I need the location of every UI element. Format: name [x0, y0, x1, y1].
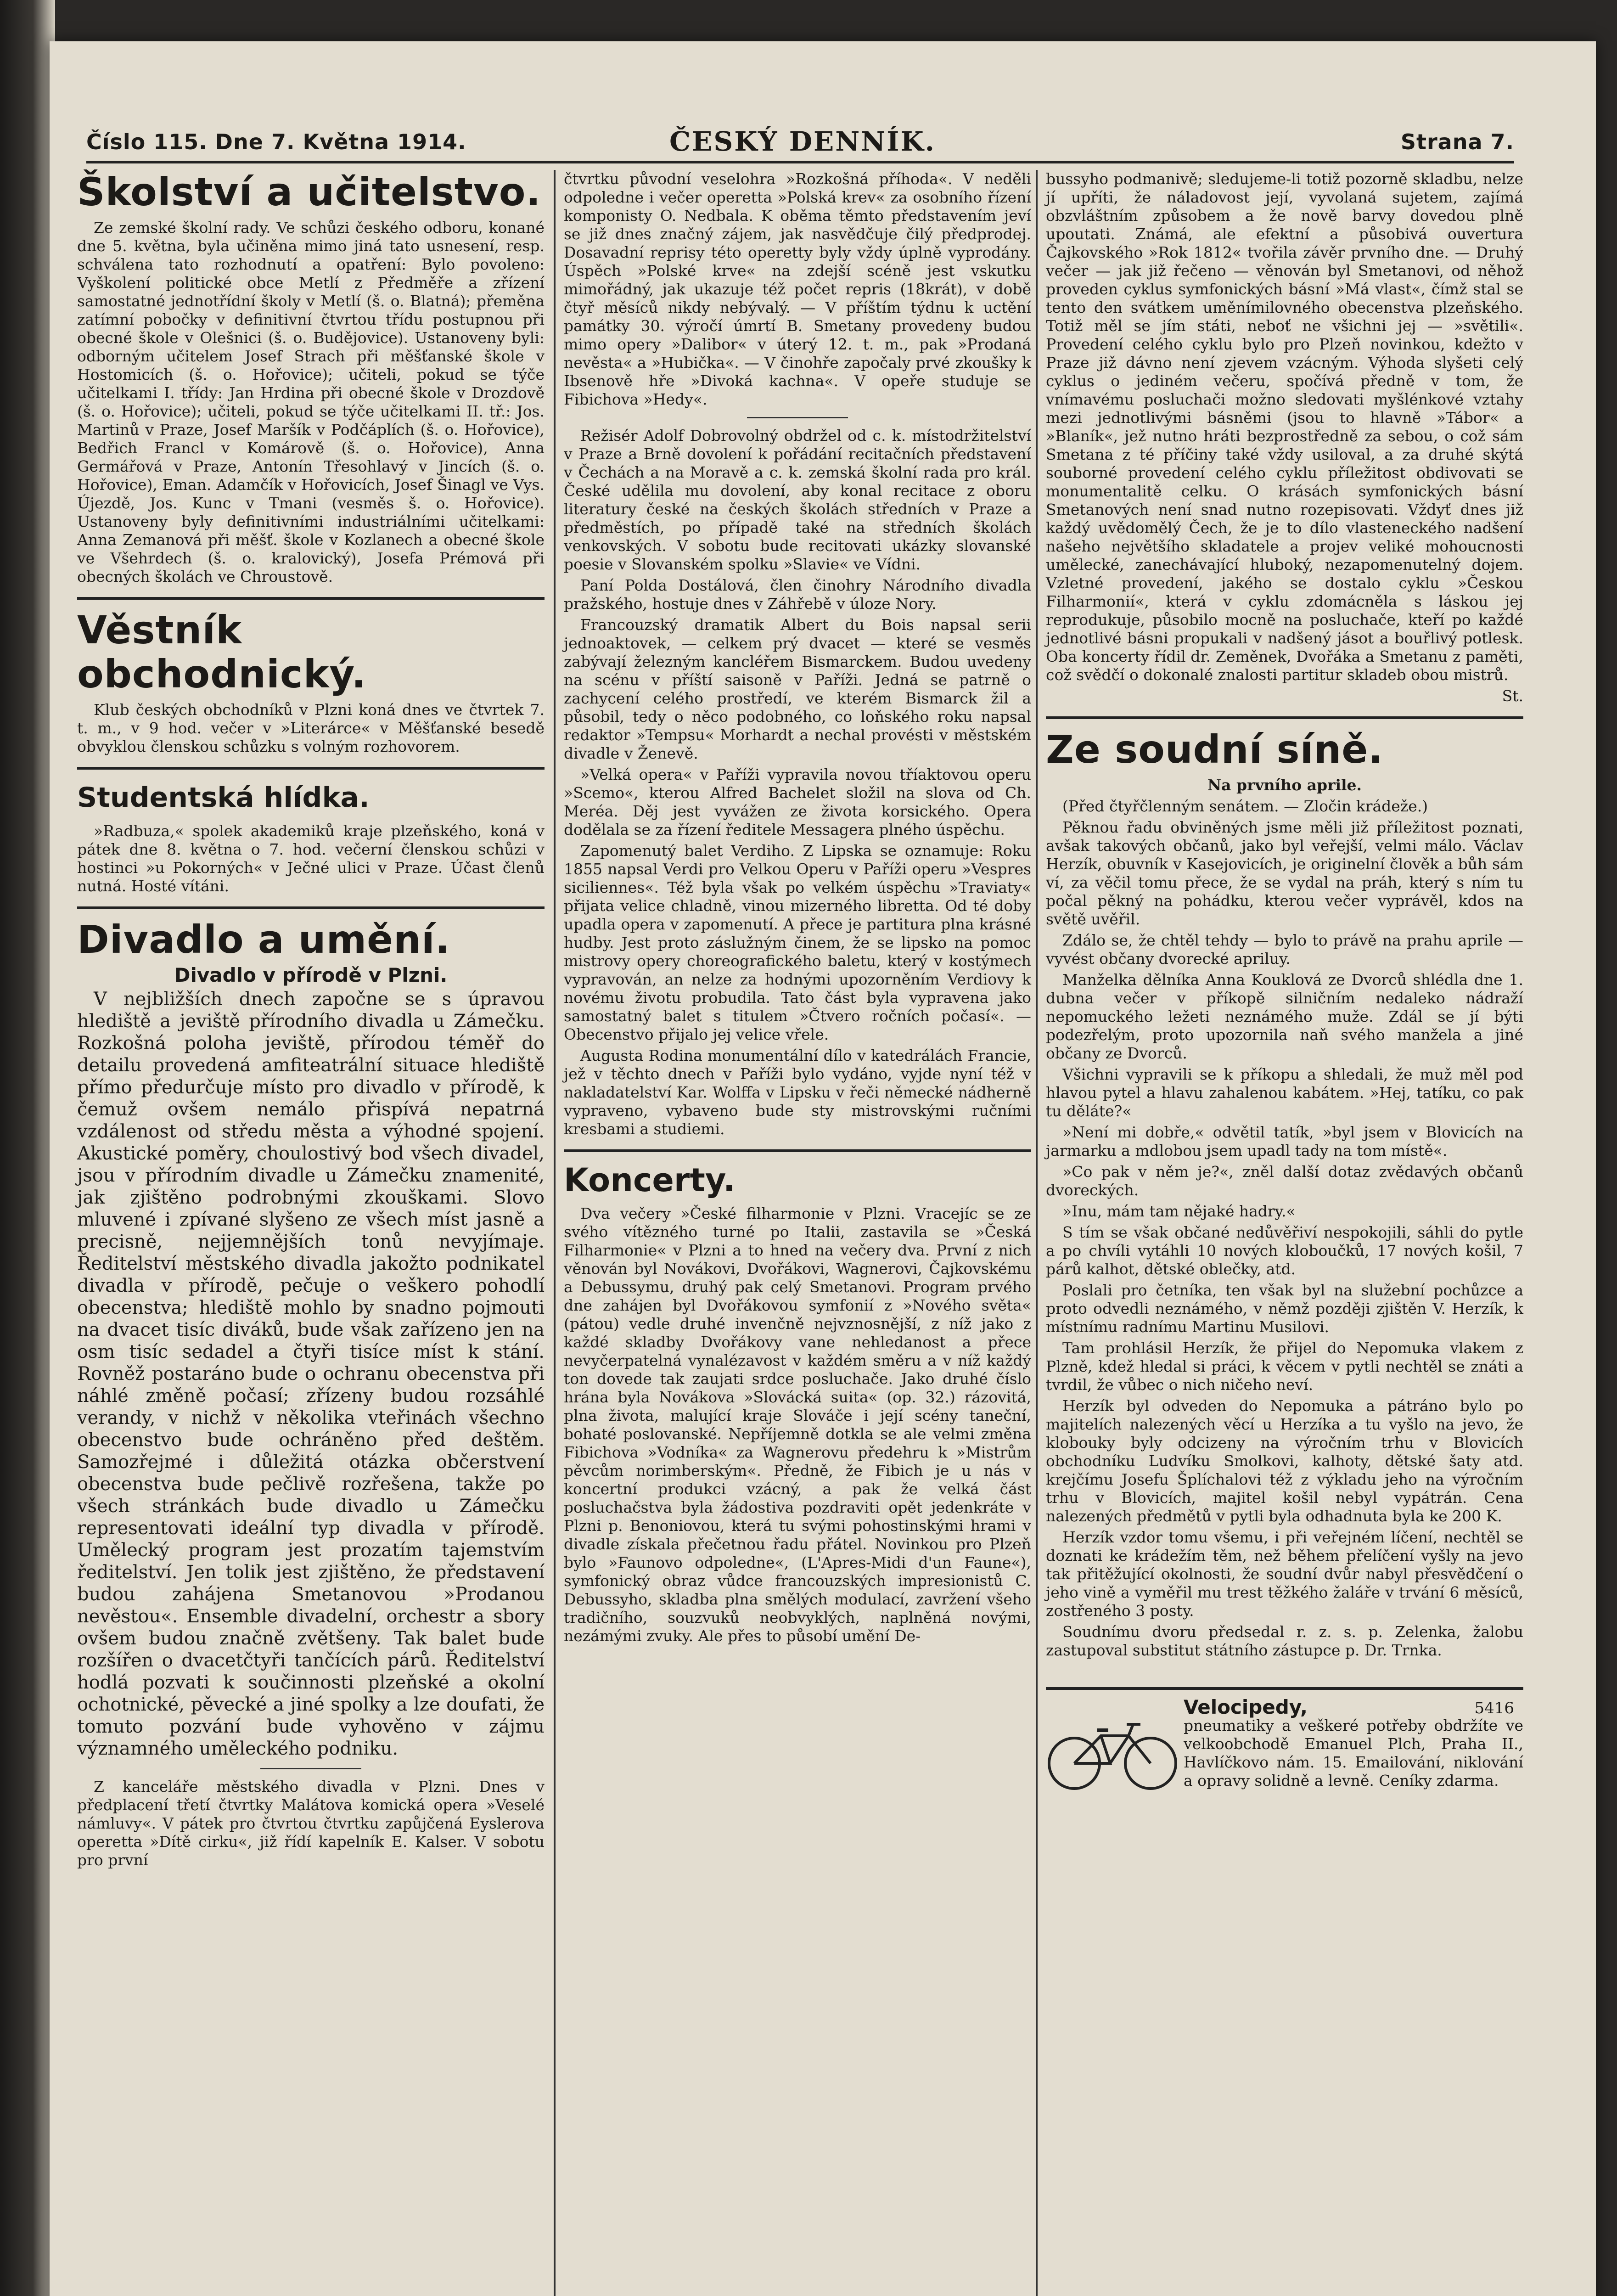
- bicycle-icon: [1046, 1704, 1179, 1795]
- court-date: Na prvního aprile.: [1207, 776, 1362, 794]
- short-divider: [747, 417, 848, 418]
- court-p15: Soudnímu dvoru předsedal r. z. s. p. Zelenka, žalobu zastupoval substitut státního zástupce p. Dr. Trnka.: [1046, 1623, 1523, 1659]
- masthead: [86, 124, 1514, 163]
- article-rodin: Augusta Rodina monumentální dílo v katedrálách Francie, jež v těchto dnech v Paříži bylo vydáno, vyjde nyní též v nakladatelství Kar. Wolffa v Lipsku v řeči německé nádherně vypraveno, vybaveno bude sty mistrovskými ručními kresbami a studiemi.: [564, 1047, 1031, 1138]
- divider: [77, 767, 545, 770]
- divider: [564, 1149, 1031, 1152]
- article-merchants-club: Klub českých obchodníků v Plzni koná dnes ve čtvrtek 7. t. m., v 9 hod. večer v »Literárce« v Měšťanské besedě obvyklou členskou schůzku s volným rozhovorem.: [77, 701, 545, 755]
- court-p10: S tím se však občané nedůvěřiví nespokojili, sáhli do pytle a po chvíli vytáhli 10 nových kloboučků, 17 nových košil, 7 párů kalhot, dětské oblečky, atd.: [1046, 1223, 1523, 1278]
- section-heading-theatre: Divadlo a umění.: [77, 917, 450, 962]
- court-senate: (Před čtyřčlenným senátem. — Zločin krádeže.): [1062, 797, 1428, 815]
- article-philharmonic-cont: bussyho podmanivě; sledujeme-li totiž pozorně skladbu, nelze jí upříti, že náladovost její, vyvolaná sujetem, zajímá obzvláštním způsobem a že nově barvy dovedou plně upoutati. Známá, ale efektní a působivá ouvertura Čajkovského »Rok 1812« tvořila závěr prvního dne. — Druhý večer — jak již řečeno — věnován byl Smetanovi, od něhož proveden cyklus symfonických básní »Má vlast«, čímž stal se tento den svátkem uměnímilovného obecenstva plzeňského. Totiž měl se jím státi, neboť ne všichni jej — »světili«. Provedení celého cyklu bylo pro Plzeň novinkou, kdežto v Praze již dávno není zjevem vzácným. Výhoda slyšeti celý cyklus o jediném večeru, spočívá předně v tom, že vnímavému posluchači možno sledovati myšlénkové vztahy mezi jednotlivými básněmi (jsou to hlavně »Tábor« a »Blaník«, jež nutno hráti bezprostředně za sebou, o což sám Smetana z té příčiny také vždy usiloval, a za druhé skýtá souborné provedení celého cyklu příležitost obdivovati se monumentalitě celku. O krásách symfonických básní Smetanových není snad nutno rozepisovati. Vždyť dnes již každý uvědomělý Čech, že je to dílo vlasteneckého nadšení našeho největšího skladatele a projev veliké mohoucnosti umělecké, zanechávající hluboký, nezapomenutelný dojem. Vzletné provedení, jakého se dostalo cyklu »Českou Filharmonií«, která v cyklu zdomácněla s láskou jej reprodukuje, působilo mocně na posluchače, kteří po každé jednotlivé básni propukali v nadšený jásot a bouřlivý potlesk. Oba koncerty řídil dr. Zeměnek, Dvořáka a Smetanu z paměti, což svědčí o dokonalé znalosti partitur skladeb obou mistrů.: [1046, 170, 1523, 684]
- article-school-board: Ze zemské školní rady. Ve schůzi českého odboru, konané dne 5. května, byla učiněna mimo jiná tato usnesení, resp. schválena tato rozhodnutí a opatření: Bylo povoleno: Vyškolení politické obce Metlí z Předměře a zřízení samostatné jednotřídní školy v Metlí (š. o. Blatná); přeměna zatímní pobočky v definitivní čtvrtou třídu postupnou při obecné škole v Olešnici (š. o. Budějovice). Ustanoveny byli: odborným učitelem Josef Strach při měšťanské škole v Hostomicích (š. o. Hořovice); učiteli, pokud se týče učitelkami I. třídy: Jan Hrdina při obecné škole v Drozdově (š. o. Hořovice); učiteli, pokud se týče učitelkami II. tř.: Jos. Martinů v Praze, Josef Maršík v Podčáplích (š. o. Hořovice), Bedřich Francl v Komárově (š. o. Hořovice), Anna Germářová v Praze, Antonín Třesohlavý v Jincích (š. o. Hořovice), Eman. Adamčík v Hořovicích, Josef Šinagl ve Vys. Újezdě, Jos. Kunc v Tmani (vesměs š. o. Hořovice). Ustanoveny byly definitivními industriálními učitelkami: Anna Zemanová při měšť. škole v Kozlanech a obecné škole ve Všehrdech (š. o. kralovický), Josefa Prémová při obecných školách ve Chroustově.: [77, 219, 545, 585]
- ad-heading: Velocipedy,: [1184, 1696, 1308, 1718]
- article-dobrovolny: Režisér Adolf Dobrovolný obdržel od c. k. místodržitelství v Praze a Brně dovolení k pořádání recitačních představení v Čechách a na Moravě a c. k. zemská školní rada pro král. České udělila mu dovolení, aby konal recitace z oboru literatury české na českých školách středních v Praze a předměstích, po případě také na středních školách venkovských. V sobotu bude recitovati ukázky slovanské poesie v Slovanském spolku »Slavie« ve Vídni.: [564, 427, 1031, 573]
- court-p9: »Inu, mám tam nějaké hadry.«: [1062, 1202, 1296, 1220]
- article-radbuza: »Radbuza,« spolek akademiků kraje plzeňského, koná v pátek dne 8. května o 7. hod. večerní členskou schůzi v hostinci »u Pokorných« v Ječné ulici v Praze. Účast členů nutná. Hosté vítáni.: [77, 822, 545, 895]
- section-heading-concerts: Koncerty.: [564, 1161, 736, 1199]
- divider: [1046, 716, 1523, 719]
- court-p5: Manželka dělníka Anna Kouklová ze Dvorců shlédla dne 1. dubna večer v příkopě silničním nedaleko nádraží nepomuckého ležeti neznámého muže. Zdál se jí býti podezřelým, proto upozornila naň svého manžela a jiné občany ze Dvorců.: [1046, 971, 1523, 1062]
- newspaper-page: [50, 41, 1596, 2296]
- scan-edge: [0, 0, 55, 2296]
- ad-number: 5416: [1474, 1699, 1514, 1717]
- court-p13: Herzík byl odveden do Nepomuka a pátráno bylo po majitelích nalezených věcí u Herzíka a tu vyšlo na jevo, že klobouky byly odcizeny na výročním trhu v Blovicích obchodníku Ludvíku Smolkovi, kalhoty, dětské šaty atd. krejčímu Josefu Šplíchalovi též z výkladu jeho na výročním trhu v Blovicích, majitel košil nebyl vypátrán. Cena nalezených předmětů v pytli byla odhadnuta byla ke 200 K.: [1046, 1397, 1523, 1525]
- court-p14: Herzík vzdor tomu všemu, i při veřejném líčení, nechtěl se doznati ke krádežím těm, než během přelíčení vyšly na jevo tak přitěžující okolnosti, že soudní dvůr nabyl přesvědčení o jeho vině a vyměřil mu trest těžkého žaláře v trvání 6 měsíců, zostřeného 3 posty.: [1046, 1528, 1523, 1620]
- article-theatre-office: Z kanceláře městského divadla v Plzni. Dnes v předplacení třetí čtvrtky Malátova komická opera »Veselé námluvy«. V pátek pro čtvrtou čtvrtku zapůjčená Eyslerova operetta »Dítě cirku«, již řídí kapelník E. Kalser. V sobotu pro první: [77, 1778, 545, 1869]
- court-p4: Zdálo se, že chtěl tehdy — bylo to právě na prahu aprile — vyvést občany dvorecké apriluy.: [1046, 931, 1523, 968]
- section-heading-students: Studentská hlídka.: [77, 782, 370, 814]
- signature: St.: [1502, 687, 1523, 705]
- column-2: [554, 170, 1031, 2296]
- section-heading-commerce: Věstník obchodnický.: [77, 608, 367, 697]
- ad-body: pneumatiky a veškeré potřeby obdržíte ve velkoobchodě Emanuel Plch, Praha II., Havlíčkovo nám. 15. Emailování, niklování a opravy solidně a levně. Ceníky zdarma.: [1184, 1716, 1523, 1790]
- court-p6: Všichni vypravili se k příkopu a shledali, že muž měl pod hlavou pytel a hlavu zahalenou kabátem. »Hej, tatíku, co pak tu děláte?«: [1046, 1065, 1523, 1120]
- page-number: Strana 7.: [1400, 129, 1514, 154]
- subheading-open-air-theatre: Divadlo v přírodě v Plzni.: [174, 964, 448, 986]
- article-du-bois: Francouzský dramatik Albert du Bois napsal serii jednoaktovek, — celkem prý dvacet — které se vesměs zabývají železným kancléřem Bismarckem. Budou uvedeny na scénu v příští saisoně v Paříži. Jedná se patrně o zachycení celého prostředí, ve kterém Bismarck žil a působil, tedy o něco podobného, co loňského roku napsal redaktor »Tempsu« Morhardt a nechal provésti v městském divadle v Ženevě.: [564, 616, 1031, 762]
- newspaper-title: ČESKÝ DENNÍK.: [669, 126, 936, 157]
- court-p3: Pěknou řadu obviněných jsme měli již příležitost poznati, avšak takových občanů, jako byl veřejší, velmi málo. Václav Herzík, obuvník v Kasejovicích, je originelní člověk a bůh sám ví, za věčil tomu přece, že se vydal na práh, který s ním tu počal pěkný na pohádku, kterou večer vyprávěl, kdos na světě uvěřil.: [1046, 818, 1523, 928]
- court-p11: Poslali pro četníka, ten však byl na služební pochůzce a proto odvedli neznámého, v němž později zjištěn V. Herzík, k místnímu radnímu Martinu Musilovi.: [1046, 1281, 1523, 1336]
- court-p7: »Není mi dobře,« odvětil tatík, »byl jsem v Blovicích na jarmarku a mdlobou jsem upadl tady na tom místě«.: [1046, 1123, 1523, 1159]
- divider: [77, 597, 545, 600]
- issue-line: Číslo 115. Dne 7. Května 1914.: [86, 129, 466, 154]
- article-philharmonic: Dva večery »České filharmonie v Plzni. Vracejíc se ze svého vítězného turné po Italii, zastavila se »Česká Filharmonie« v Plzni a to hned na večery dva. První z nich věnován byl Novákovi, Dvořákovi, Wagnerovi, Čajkovskému a Debussymu, druhý pak celý Smetanovi. Program prvého dne zahájen byl Dvořákovou symfonií z »Nového světa« (pátou) vedle druhé invenčně nejvznosnější, z níž jako z každé skladby Dvořákovy vane nehledanost a přece nevyčerpatelná vynalézavost v každém směru a v níž každý ton dovede tak zaujati srdce posluchače. Jako druhé číslo hrána byla Novákova »Slovácká suita« (op. 32.) rázovitá, plna života, malující kraje Slováče i její scény taneční, bohaté poslovanské. Nepříjemně dotkla se ale velmi změna Fibichova »Vodníka« za Wagnerovu předehru k »Mistrům pěvcům norimberským«. Předně, že Fibich je u nás v koncertní produkci vzácný, a pak že velká část posluchačstva byla žádostiva pozdraviti opět jedenkráte v Plzni p. Benoniovou, která tu svými pohostinskými hrami v divadle získala přečetnou řadu přátel. Novinkou pro Plzeň bylo »Faunovo odpoledne«, (L'Apres-Midi d'un Faune«), symfonický obraz vůdce francouzských impresionistů C. Debussyho, skladba plna smělých modulací, zavržení všeho tradičního, souzvuků neobvyklých, naplněná novými, nezámými zvuky. Ale přes to působí umění De-: [564, 1204, 1031, 1645]
- court-p8: »Co pak v něm je?«, zněl další dotaz zvědavých občanů dvoreckých.: [1046, 1163, 1523, 1199]
- divider: [77, 906, 545, 909]
- article-theatre-cont: čtvrtku původní veselohra »Rozkošná příhoda«. V neděli odpoledne i večer operetta »Polská krev« za osobního řízení komponisty O. Nedbala. K oběma těmto představením jeví se již dnes značný zájem, jak nasvědčuje čilý předprodej. Dosavadní reprisy této operetty byly vždy úplně vyprodány. Úspěch »Polské krve« na zdejší scéně jest vskutku mimořádný, jak ukazuje též počet repris (18krát), v době čtyř měsíců nikdy nebývalý. — V příštím týdnu k uctění památky 30. výročí úmrtí B. Smetany provedeny budou mimo opery »Dalibor« v úterý 12. t. m., pak »Prodaná nevěsta« a »Hubička«. — V činohře započaly prvé zkoušky k Ibsenově hře »Divoká kachna«. V opeře studuje se Fibichova »Hedy«.: [564, 170, 1031, 408]
- article-grand-opera: »Velká opera« v Paříži vypravila novou tříaktovou operu »Scemo«, kterou Alfred Bachelet složil na slova od Ch. Meréa. Děj jest vyvážen ze života korsického. Opera dodělala se za řízení ředitele Messagera plného úspěchu.: [564, 765, 1031, 838]
- section-heading-schools: Školství a učitelstvo.: [77, 169, 541, 214]
- article-open-air-theatre: V nejbližších dnech započne se s úpravou hlediště a jeviště přírodního divadla u Zámečku. Rozkošná poloha jeviště, přírodou téměř do detailu provedená amfiteatrální situace hlediště přímo předurčuje místo pro divadlo v přírodě, k čemuž ovšem nemálo přispívá nepatrná vzdálenost od středu města a výhodné spojení. Akustické poměry, choulostivý bod všech divadel, jsou v přírodním divadle u Zámečku znamenité, jak zjištěno podrobnými zkouškami. Slovo mluvené i zpívané slyšeno ze všech míst jasně a precisně, nejjemnějších tonů nevyjímaje. Ředitelství městského divadla jakožto podnikatel divadla v přírodě, pečuje o veškero pohodlí obecenstva; hlediště mohlo by snadno pojmouti na dvacet tisíc diváků, bude však zařízeno jen na osm tisíc sedadel a čtyři tisíce míst k stání. Rovněž postaráno bude o ochranu obecenstva při náhlé změně počasí; zřízeny budou rozsáhlé verandy, v nichž v několika vteřinách všechno obecenstvo bude ochráněno před deštěm. Samozřejmé i důležitá otázka občerstvení obecenstva bude pečlivě rozřešena, takže po všech stránkách bude divadlo u Zámečku representovati ideální typ divadla v přírodě. Umělecký program jest prozatím tajemstvím ředitelství. Jen tolik jest zjištěno, že představení budou zahájena Smetanovou »Prodanou nevěstou«. Ensemble divadelní, orchestr a sbory ovšem budou značně zvětšeny. Tak balet bude rozšířen o dvacetčtyři tančících párů. Ředitelství hodlá pozvati k součinnosti plzeňské a okolní ochotnické, pěvecké a jiné spolky a lze doufati, že tomuto pozvání bude vyhověno v zájmu významného uměleckého podniku.: [77, 989, 545, 1759]
- article-verdi-ballet: Zapomenutý balet Verdiho. Z Lipska se oznamuje: Roku 1855 napsal Verdi pro Velkou Operu v Paříži operu »Vespres siciliennes«. Též byla však po velkém úspěchu »Traviaty« přijata velice chladně, vinou mizerného libretta. Od té doby upadla opera v zapomenutí. A přece je partitura plna krásné hudby. Jest proto záslužným činem, že se lipsko na pomoc mistrovy opery choreografického baletu, který v kostýmech vypravován, an nelze za hodnými upozorněním Verdiovy k novému životu probudila. Tato část byla vypravena jako samostatný balet s titulem »Čtvero ročních počasí«. — Obecenstvo přijalo jej velice vřele.: [564, 842, 1031, 1043]
- column-3: [1036, 170, 1523, 2296]
- article-dostalova: Paní Polda Dostálová, člen činohry Národního divadla pražského, hostuje dnes v Záhřebě v úloze Nory.: [564, 576, 1031, 613]
- short-divider: [260, 1768, 361, 1769]
- advertisement-bicycles: [1046, 1687, 1523, 1790]
- section-heading-court: Ze soudní síně.: [1046, 727, 1384, 772]
- column-1: [77, 170, 545, 1872]
- court-p12: Tam prohlásil Herzík, že přijel do Nepomuka vlakem z Plzně, kdež hledal si práci, k věcem v pytli nechtěl se znáti a tvrdil, že vůbec o nich ničeho neví.: [1046, 1339, 1523, 1394]
